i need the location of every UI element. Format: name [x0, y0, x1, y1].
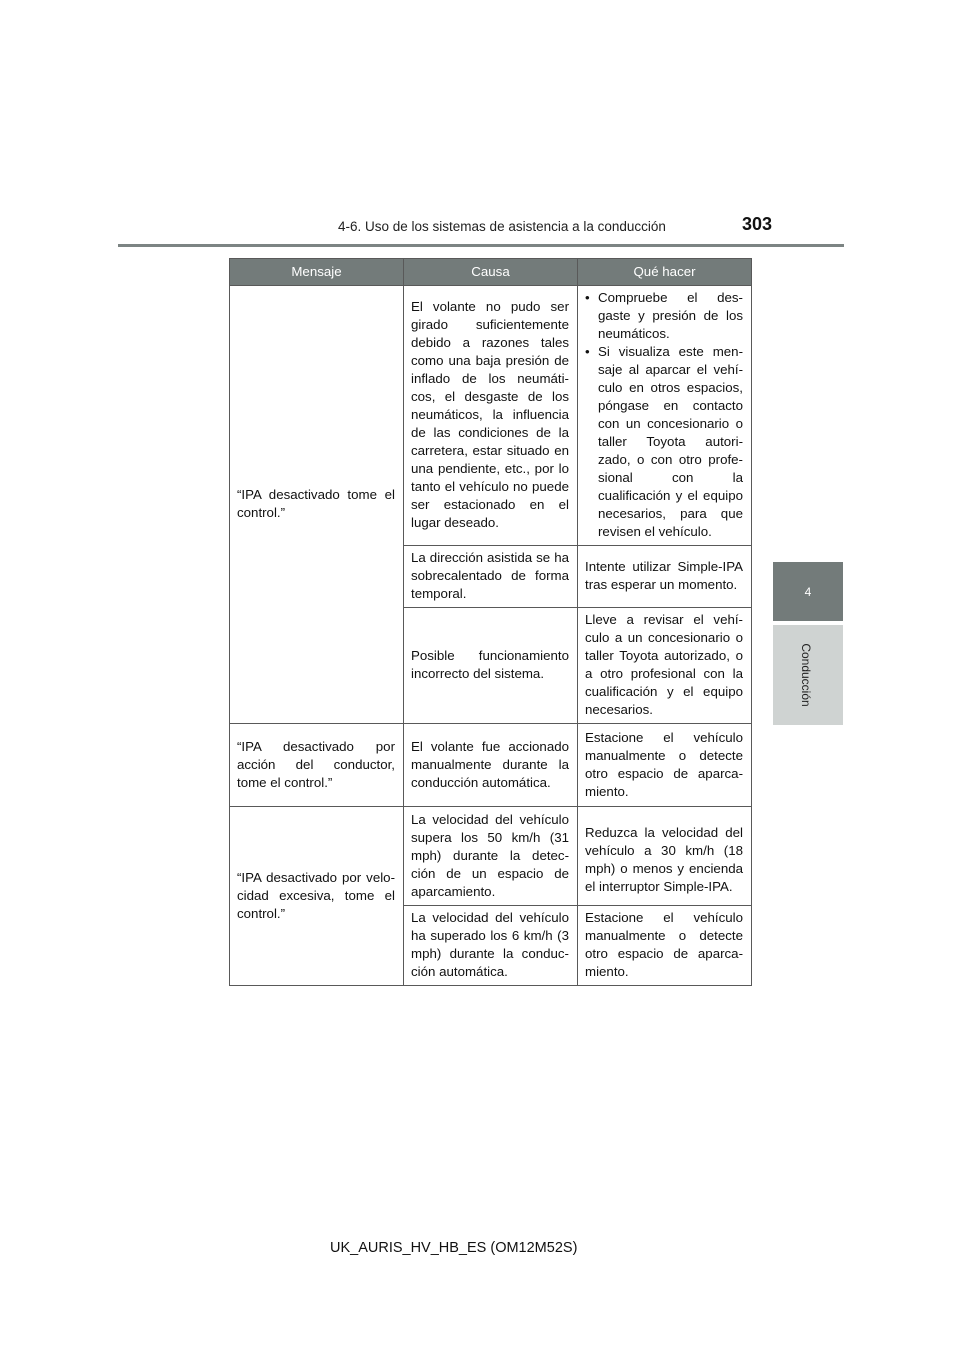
cause-cell: La velocidad del vehículo supera los 50 km/h (31 mph) durante la detec-ción de un espacio de aparcamiento.	[404, 807, 578, 906]
page-number: 303	[742, 214, 773, 234]
message-cell: “IPA desactivado por velo-cidad excesiva, tome el control.”	[230, 807, 404, 986]
chapter-tab-label: Conducción	[799, 643, 813, 707]
cause-cell: El volante fue accionado manualmente durante la conducción automática.	[404, 724, 578, 807]
table-row	[230, 724, 752, 807]
header-causa: Causa	[404, 259, 578, 286]
header-rule	[118, 244, 844, 247]
message-cell: “IPA desactivado por acción del conductor, tome el control.”	[230, 724, 404, 807]
table-header-row	[230, 259, 752, 286]
action-list	[585, 289, 743, 541]
action-cell: Intente utilizar Simple-IPA tras esperar un momento.	[578, 546, 752, 608]
cause-cell: Posible funcionamiento incorrecto del sistema.	[404, 608, 578, 724]
message-cell: “IPA desactivado tome el control.”	[230, 286, 404, 724]
cause-cell: La velocidad del vehículo ha superado los 6 km/h (3 mph) durante la conduc-ción automática.	[404, 906, 578, 986]
action-cell: Lleve a revisar el vehí-culo a un concesionario o taller Toyota autorizado, o a otro profesional con la cualificación y el equipo necesarios.	[578, 608, 752, 724]
header-que-hacer: Qué hacer	[578, 259, 752, 286]
table-row	[230, 807, 752, 906]
action-cell	[578, 286, 752, 546]
cause-cell: El volante no pudo ser girado suficientemente debido a razones tales como una baja presión de inflado de los neumáti-cos, el desgaste de los neumáticos, la influencia de las condiciones de la carretera, estar situado en una pendiente, etc., por lo tanto el vehículo no puede ser estacionado en el lugar deseado.	[404, 286, 578, 546]
action-item: • Compruebe el des-gaste y presión de los neumáticos.	[585, 289, 743, 343]
document-code: UK_AURIS_HV_HB_ES (OM12M52S)	[330, 1240, 578, 1256]
action-cell: Estacione el vehículo manualmente o detecte otro espacio de aparca-miento.	[578, 724, 752, 807]
action-cell: Estacione el vehículo manualmente o detecte otro espacio de aparca-miento.	[578, 906, 752, 986]
cause-cell: La dirección asistida se ha sobrecalentado de forma temporal.	[404, 546, 578, 608]
section-title: 4-6. Uso de los sistemas de asistencia a la conducción	[338, 219, 666, 234]
action-cell: Reduzca la velocidad del vehículo a 30 km/h (18 mph) o menos y encienda el interruptor Simple-IPA.	[578, 807, 752, 906]
chapter-tab-number: 4	[773, 562, 843, 621]
action-item: • Si visualiza este men-saje al aparcar el vehí-culo en otros espacios, póngase en contacto con un concesionario o taller Toyota autori-zado, o con otro profe-sional con la cualificación y el equipo necesarios, para que revisen el vehículo.	[585, 343, 743, 541]
table-row	[230, 286, 752, 546]
header-mensaje: Mensaje	[230, 259, 404, 286]
message-table	[229, 258, 752, 986]
